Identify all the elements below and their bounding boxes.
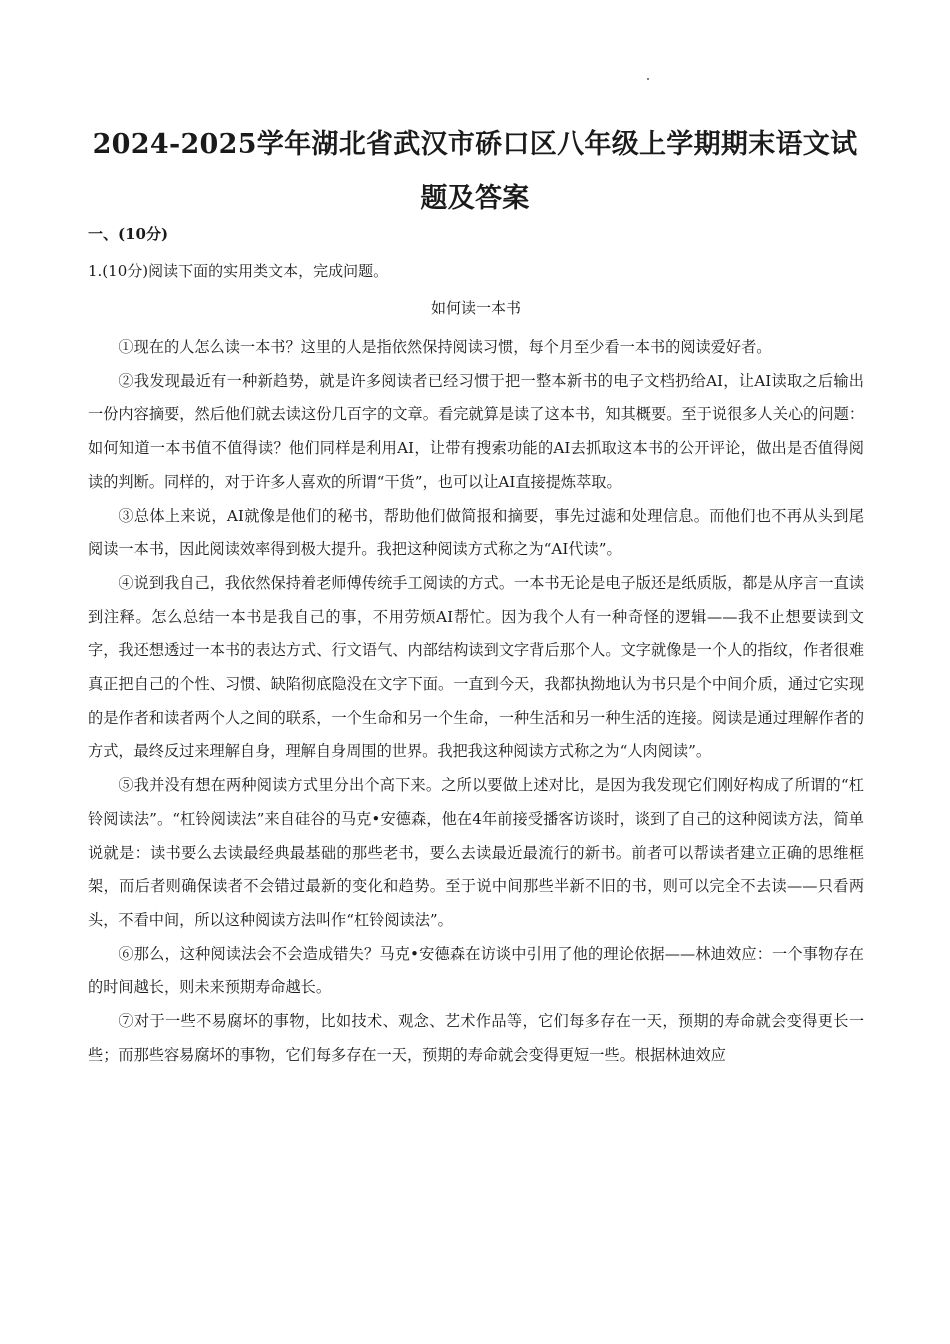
article-body — [88, 331, 864, 1072]
paragraph-3: ③总体上来说，AI就像是他们的秘书，帮助他们做简报和摘要，事先过滤和处理信息。而他们也不再从头到尾阅读一本书，因此阅读效率得到极大提升。我把这种阅读方式称之为“AI代读”。 — [88, 506, 864, 559]
paragraph-2: ②我发现最近有一种新趋势，就是许多阅读者已经习惯于把一整本新书的电子文档扔给AI，让AI读取之后输出一份内容摘要，然后他们就去读这份几百字的文章。看完就算是读了这本书，知其概要。至于说很多人关心的问题：如何知道一本书值不值得读？他们同样是利用AI，让带有搜索功能的AI去抓取这本书的公开评论，做出是否值得阅读的判断。同样的，对于许多人喜欢的所谓“干货”，也可以让AI直接提炼萃取。 — [88, 371, 864, 491]
question-prompt: 1.(10分)阅读下面的实用类文本，完成问题。 — [88, 262, 389, 280]
article-title: 如何读一本书 — [430, 299, 521, 317]
paragraph-4: ④说到我自己，我依然保持着老师傅传统手工阅读的方式。一本书无论是电子版还是纸质版，都是从序言一直读到注释。怎么总结一本书是我自己的事，不用劳烦AI帮忙。因为我个人有一种奇怪的逻辑——我不止想要读到文字，我还想透过一本书的表达方式、行文语气、内部结构读到文字背后那个人。文字就像是一个人的指纹，作者很难真正把自己的个性、习惯、缺陷彻底隐没在文字下面。一直到今天，我都执拗地认为书只是个中间介质，通过它实现的是作者和读者两个人之间的联系，一个生命和另一个生命，一种生活和另一种生活的连接。阅读是通过理解作者的方式，最终反过来理解自身，理解自身周围的世界。我把我这种阅读方式称之为“人肉阅读”。 — [88, 573, 864, 761]
paragraph-7: ⑦对于一些不易腐坏的事物，比如技术、观念、艺术作品等，它们每多存在一天，预期的寿命就会变得更长一些；而那些容易腐坏的事物，它们每多存在一天，预期的寿命就会变得更短一些。根据林迪效应 — [88, 1012, 864, 1064]
document-title: 2024-2025学年湖北省武汉市硚口区八年级上学期期末语文试题及答案 — [92, 129, 858, 214]
paragraph-5: ⑤我并没有想在两种阅读方式里分出个高下来。之所以要做上述对比，是因为我发现它们刚好构成了所谓的“杠铃阅读法”。“杠铃阅读法”来自硅谷的马克•安德森，他在4年前接受播客访谈时，谈到了自己的这种阅读方法，简单说就是：读书要么去读最经典最基础的那些老书，要么去读最近最流行的新书。前者可以帮读者建立正确的思维框架，而后者则确保读者不会错过最新的变化和趋势。至于说中间那些半新不旧的书，则可以完全不去读——只看两头，不看中间，所以这种阅读方法叫作“杠铃阅读法”。 — [88, 776, 864, 929]
paragraph-1: ①现在的人怎么读一本书？这里的人是指依然保持阅读习惯，每个月至少看一本书的阅读爱好者。 — [118, 338, 772, 356]
scan-dot — [647, 78, 649, 80]
paragraph-6: ⑥那么，这种阅读法会不会造成错失？马克•安德森在访谈中引用了他的理论依据——林迪效应：一个事物存在的时间越长，则未来预期寿命越长。 — [88, 944, 864, 997]
section-heading: 一、(10分) — [88, 225, 169, 243]
